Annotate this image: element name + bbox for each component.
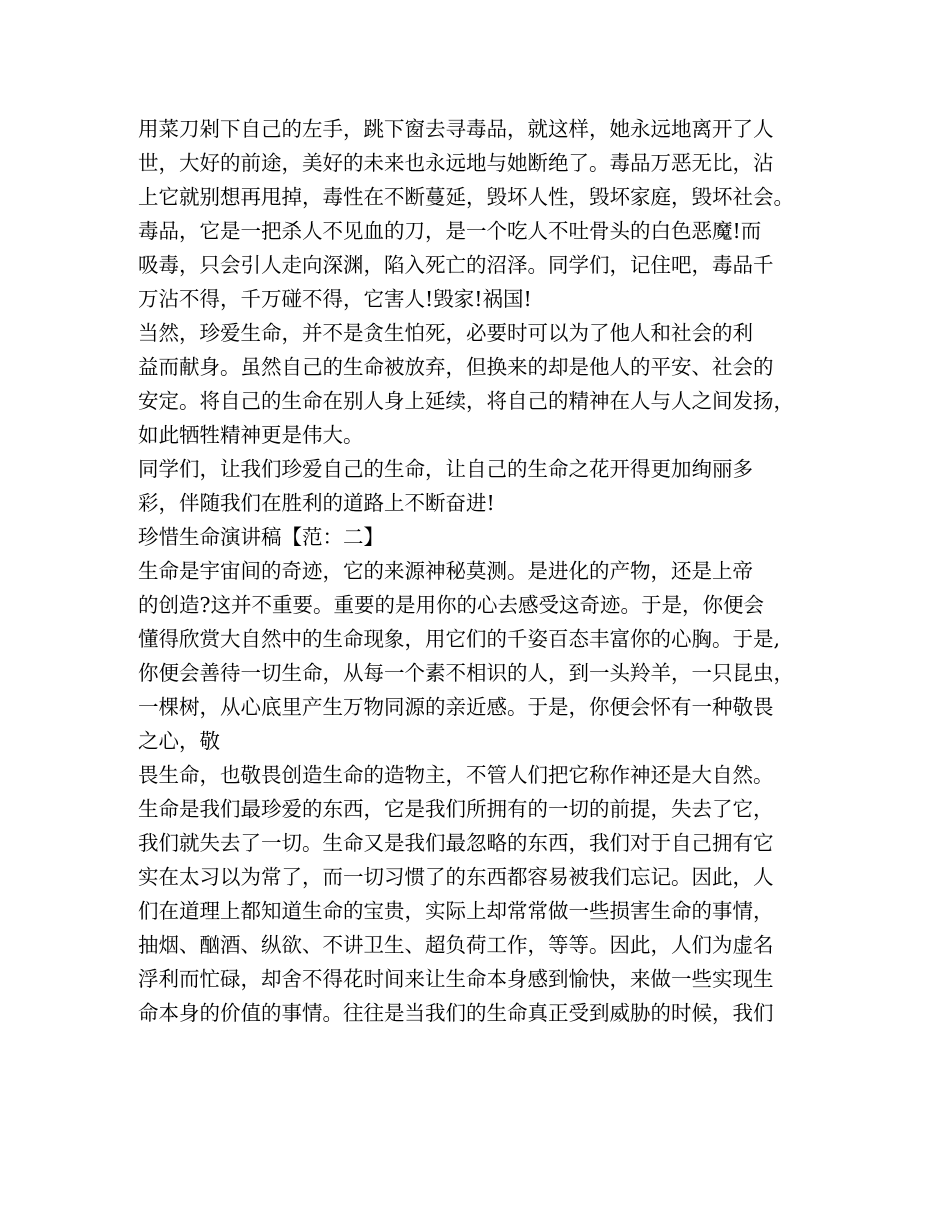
text-line: 毒品，它是一把杀人不见血的刀，是一个吃人不吐骨头的白色恶魔!而 [138, 219, 762, 243]
text-line: 如此牺牲精神更是伟大。 [138, 423, 364, 447]
text-line: 畏生命，也敬畏创造生命的造物主，不管人们把它称作神还是大自然。 [138, 763, 774, 787]
text-line: 彩，伴随我们在胜利的道路上不断奋进! [138, 491, 495, 515]
body-text [138, 112, 828, 1030]
text-line: 世，大好的前途，美好的未来也永远地与她断绝了。毒品万恶无比，沾 [138, 151, 774, 175]
text-line: 抽烟、酗酒、纵欲、不讲卫生、超负荷工作，等等。因此，人们为虚名 [138, 933, 774, 957]
text-line: 万沾不得，千万碰不得，它害人!毁家!祸国! [138, 287, 532, 311]
text-line: 上它就别想再甩掉，毒性在不断蔓延，毁坏人性，毁坏家庭，毁坏社会。 [138, 185, 794, 209]
text-line: 们在道理上都知道生命的宝贵，实际上却常常做一些损害生命的事情， [138, 899, 774, 923]
text-line: 生命是我们最珍爱的东西，它是我们所拥有的一切的前提，失去了它， [138, 797, 774, 821]
text-line: 益而献身。虽然自己的生命被放弃，但换来的却是他人的平安、社会的 [138, 355, 774, 379]
text-line: 用菜刀剁下自己的左手，跳下窗去寻毒品，就这样，她永远地离开了人 [138, 117, 774, 141]
text-line: 一棵树，从心底里产生万物同源的亲近感。于是，你便会怀有一种敬畏 [138, 695, 774, 719]
section-heading: 珍惜生命演讲稿【范：二】 [138, 525, 384, 549]
text-line: 的创造?这并不重要。重要的是用你的心去感受这奇迹。于是，你便会 [138, 593, 764, 617]
text-line: 生命是宇宙间的奇迹，它的来源神秘莫测。是进化的产物，还是上帝 [138, 559, 753, 583]
text-line: 你便会善待一切生命，从每一个素不相识的人，到一头羚羊，一只昆虫， [138, 661, 794, 685]
text-line: 同学们，让我们珍爱自己的生命，让自己的生命之花开得更加绚丽多 [138, 457, 753, 481]
text-line: 吸毒，只会引人走向深渊，陷入死亡的沼泽。同学们，记住吧，毒品千 [138, 253, 774, 277]
text-line: 之心，敬 [138, 729, 220, 753]
text-line: 懂得欣赏大自然中的生命现象，用它们的千姿百态丰富你的心胸。于是, [138, 627, 781, 651]
text-line: 安定。将自己的生命在别人身上延续，将自己的精神在人与人之间发扬， [138, 389, 794, 413]
text-line: 我们就失去了一切。生命又是我们最忽略的东西，我们对于自己拥有它 [138, 831, 774, 855]
text-line: 当然，珍爱生命，并不是贪生怕死，必要时可以为了他人和社会的利 [138, 321, 753, 345]
text-line: 实在太习以为常了，而一切习惯了的东西都容易被我们忘记。因此，人 [138, 865, 774, 889]
text-line: 浮利而忙碌，却舍不得花时间来让生命本身感到愉快，来做一些实现生 [138, 967, 774, 991]
text-line: 命本身的价值的事情。往往是当我们的生命真正受到威胁的时候，我们 [138, 1001, 774, 1025]
